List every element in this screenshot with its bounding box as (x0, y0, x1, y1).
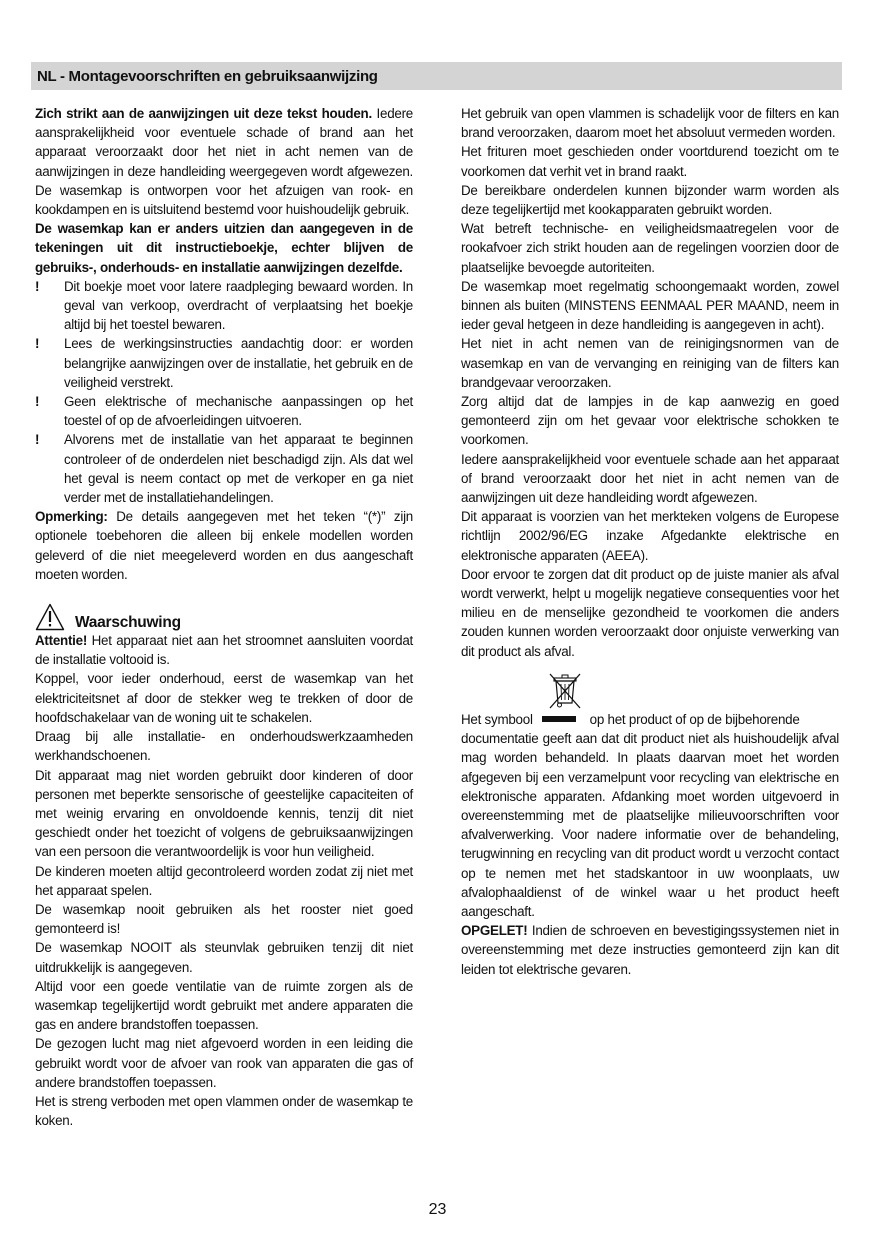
warning-paragraph: De gezogen lucht mag niet afgevoerd worden in een leiding die gebruikt wordt voor de afvoer van rook van apparaten die gas of andere brandstoffen toepassen. (35, 1036, 413, 1090)
safety-paragraph: Dit apparaat is voorzien van het merkteken volgens de Europese richtlijn 2002/96/EG inzake Afgedankte elektrische en elektronische apparaten (AEEA). (461, 509, 839, 563)
symbol-line (461, 710, 839, 729)
safety-paragraph: Het gebruik van open vlammen is schadelijk voor de filters en kan brand veroorzaken, daarom moet het absoluut vermeden worden. (461, 106, 839, 141)
bullet-text: Lees de werkingsinstructies aandachtig door: er worden belangrijke aanwijzingen over de installatie, het gebruik en de veiligheid verstrekt. (64, 336, 414, 390)
attention-paragraph (35, 631, 413, 669)
intro-paragraph (35, 104, 413, 219)
bullet-item (35, 334, 413, 392)
warning-paragraph: De wasemkap nooit gebruiken als het rooster niet goed gemonteerd is! (35, 901, 413, 937)
warning-paragraph: Altijd voor een goede ventilatie van de ruimte zorgen als de wasemkap tegelijkertijd wordt gebruikt met andere apparaten die gas en andere brandstoffen toepassen. (35, 978, 413, 1033)
warning-title: Waarschuwing (75, 613, 181, 631)
warning-paragraph: Dit apparaat mag niet worden gebruikt door kinderen of door personen met beperkte sensorische of geestelijke capaciteiten of met weinig ervaring en onvoldoende kennis, tenzij dit niet geschiedt onder het toezicht of volgens de gebruiksaanwijzingen van een persoon die verantwoordelijk is voor hun veiligheid. (35, 767, 413, 860)
warning-triangle-icon (35, 603, 65, 631)
exclamation-icon: ! (35, 336, 40, 352)
bullet-text: Dit boekje moet voor latere raadpleging bewaard worden. In geval van verkoop, overdracht of verplaatsing het boekje altijd bij het toestel bewaren. (64, 278, 413, 333)
bullet-item (35, 430, 413, 507)
crossed-bin-icon (547, 670, 583, 710)
safety-paragraph: Het frituren moet geschieden onder voortdurend toezicht om te voorkomen dat verhit vet in brand raakt. (461, 144, 839, 179)
black-bar-icon (542, 716, 576, 722)
bullet-item (35, 392, 413, 430)
exclamation-icon: ! (35, 432, 40, 448)
page-number: 23 (428, 1201, 447, 1218)
caution-label: OPGELET! (461, 923, 528, 939)
attention-label: Attentie! (35, 633, 88, 649)
caution-paragraph (461, 921, 839, 979)
safety-paragraph: Het niet in acht nemen van de reinigingsnormen van de wasemkap en van de vervanging en reiniging van de filters kan brandgevaar veroorzaken. (461, 336, 839, 390)
safety-paragraph: Zorg altijd dat de lampjes in de kap aanwezig en goed gemonteerd zijn om het gevaar voor elektrische schokken te voorkomen. (461, 394, 839, 448)
safety-paragraph: De wasemkap moet regelmatig schoongemaakt worden, zowel binnen als buiten (MINSTENS EENMAAL PER MAAND, neem in ieder geval hetgeen in deze handleiding is aangegeven in acht). (461, 278, 839, 333)
warning-paragraph: Het is streng verboden met open vlammen onder de wasemkap te koken. (35, 1093, 413, 1129)
bullet-text: Geen elektrische of mechanische aanpassingen op het toestel of op de afvoerleidingen uitvoeren. (64, 394, 413, 429)
caution-text: Indien de schroeven en bevestigingssystemen niet in overeenstemming met deze instructies gemonteerd zijn kan dit leiden tot elektrische gevaren. (461, 923, 839, 977)
safety-paragraph: Iedere aansprakelijkheid voor eventuele schade aan het apparaat of brand veroorzaakt door het niet in acht nemen van de aanwijzingen uit deze handleiding wordt afgewezen. (461, 451, 839, 506)
exclamation-icon: ! (35, 394, 40, 410)
intro-bold: Zich strikt aan de aanwijzingen uit deze tekst houden. (35, 106, 372, 121)
symbol-suffix: op het product of op de bijbehorende (589, 711, 800, 727)
remark-label: Opmerking: (35, 509, 108, 525)
symbol-explanation: documentatie geeft aan dat dit product niet als huishoudelijk afval mag worden behandeld. In plaats daarvan moet het worden afgegeven bij een verzamelpunt voor recycling van elektrische en elektronische apparaten. Afdanking moet worden uitgevoerd in overeenstemming met de plaatselijke milieuvoorschriften voor afvalverwerking. Voor nadere informatie over de behandeling, terugwinning en recycling van dit product wordt u verzocht contact op te nemen met het stadskantoor in uw woonplaats, uw afvalophaaldienst of de winkel waar u het product heeft aangeschaft. (461, 731, 839, 919)
safety-paragraph: Door ervoor te zorgen dat dit product op de juiste manier als afval wordt verwerkt, helpt u mogelijk negatieve consequenties voor het milieu en de menselijke gezondheid te voorkomen die anders zouden kunnen worden veroorzaakt door onjuiste verwerking van dit product als afval. (461, 566, 839, 659)
warning-paragraph: Draag bij alle installatie- en onderhoudswerkzaamheden werkhandschoenen. (35, 729, 413, 764)
page-title: NL - Montagevoorschriften en gebruiksaanwijzing (37, 68, 378, 85)
symbol-prefix: Het symbool (461, 711, 533, 727)
attention-text: Het apparaat niet aan het stroomnet aansluiten voordat de installatie voltooid is. (35, 633, 413, 668)
remark-text: De details aangegeven met het teken “(*)” zijn optionele toebehoren die alleen bij enkele modellen worden geleverd of die niet meegeleverd worden en dus aangeschaft moeten worden. (35, 509, 413, 582)
safety-paragraph: De bereikbare onderdelen kunnen bijzonder warm worden als deze tegelijkertijd met kookapparaten gebruikt worden. (461, 182, 839, 218)
appearance-notice: De wasemkap kan er anders uitzien dan aangegeven in de tekeningen uit dit instructieboekje, echter blijven de gebruiks-, onderhouds- en installatie aanwijzingen dezelfde. (35, 221, 413, 275)
intro-text: Iedere aansprakelijkheid voor eventuele schade of brand aan het apparaat veroorzaakt door het niet in acht nemen van de aanwijzingen in deze handleiding weergegeven wordt afgewezen. De wasemkap is ontworpen voor het afzuigen van rook- en kookdampen en is uitsluitend bestemd voor huishoudelijk gebruik. (35, 106, 413, 218)
remark-paragraph (35, 507, 413, 584)
safety-paragraph: Wat betreft technische- en veiligheidsmaatregelen voor de rookafvoer zich strikt houden aan de regelingen voorzien door de plaatselijke bevoegde autoriteiten. (461, 221, 839, 275)
warning-paragraph: De wasemkap NOOIT als steunvlak gebruiken tenzij dit niet uitdrukkelijk is aangegeven. (35, 940, 413, 975)
bullet-text: Alvorens met de installatie van het apparaat te beginnen controleer of de onderdelen niet beschadigd zijn. Als dat wel het geval is neem contact op met de verkoper en ga niet verder met de installatiehandelingen. (64, 432, 413, 506)
bullet-item (35, 277, 413, 335)
section-title-bar (31, 62, 842, 90)
exclamation-icon: ! (35, 278, 40, 294)
left-column (35, 104, 413, 1130)
warning-heading (35, 599, 413, 631)
warning-paragraph: De kinderen moeten altijd gecontroleerd worden zodat zij niet met het apparaat spelen. (35, 863, 413, 898)
warning-paragraph: Koppel, voor ieder onderhoud, eerst de wasemkap van het elektriciteitsnet af door de stekker weg te trekken of door de hoofdschakelaar van de woning uit te schakelen. (35, 671, 413, 725)
right-column (461, 104, 839, 979)
